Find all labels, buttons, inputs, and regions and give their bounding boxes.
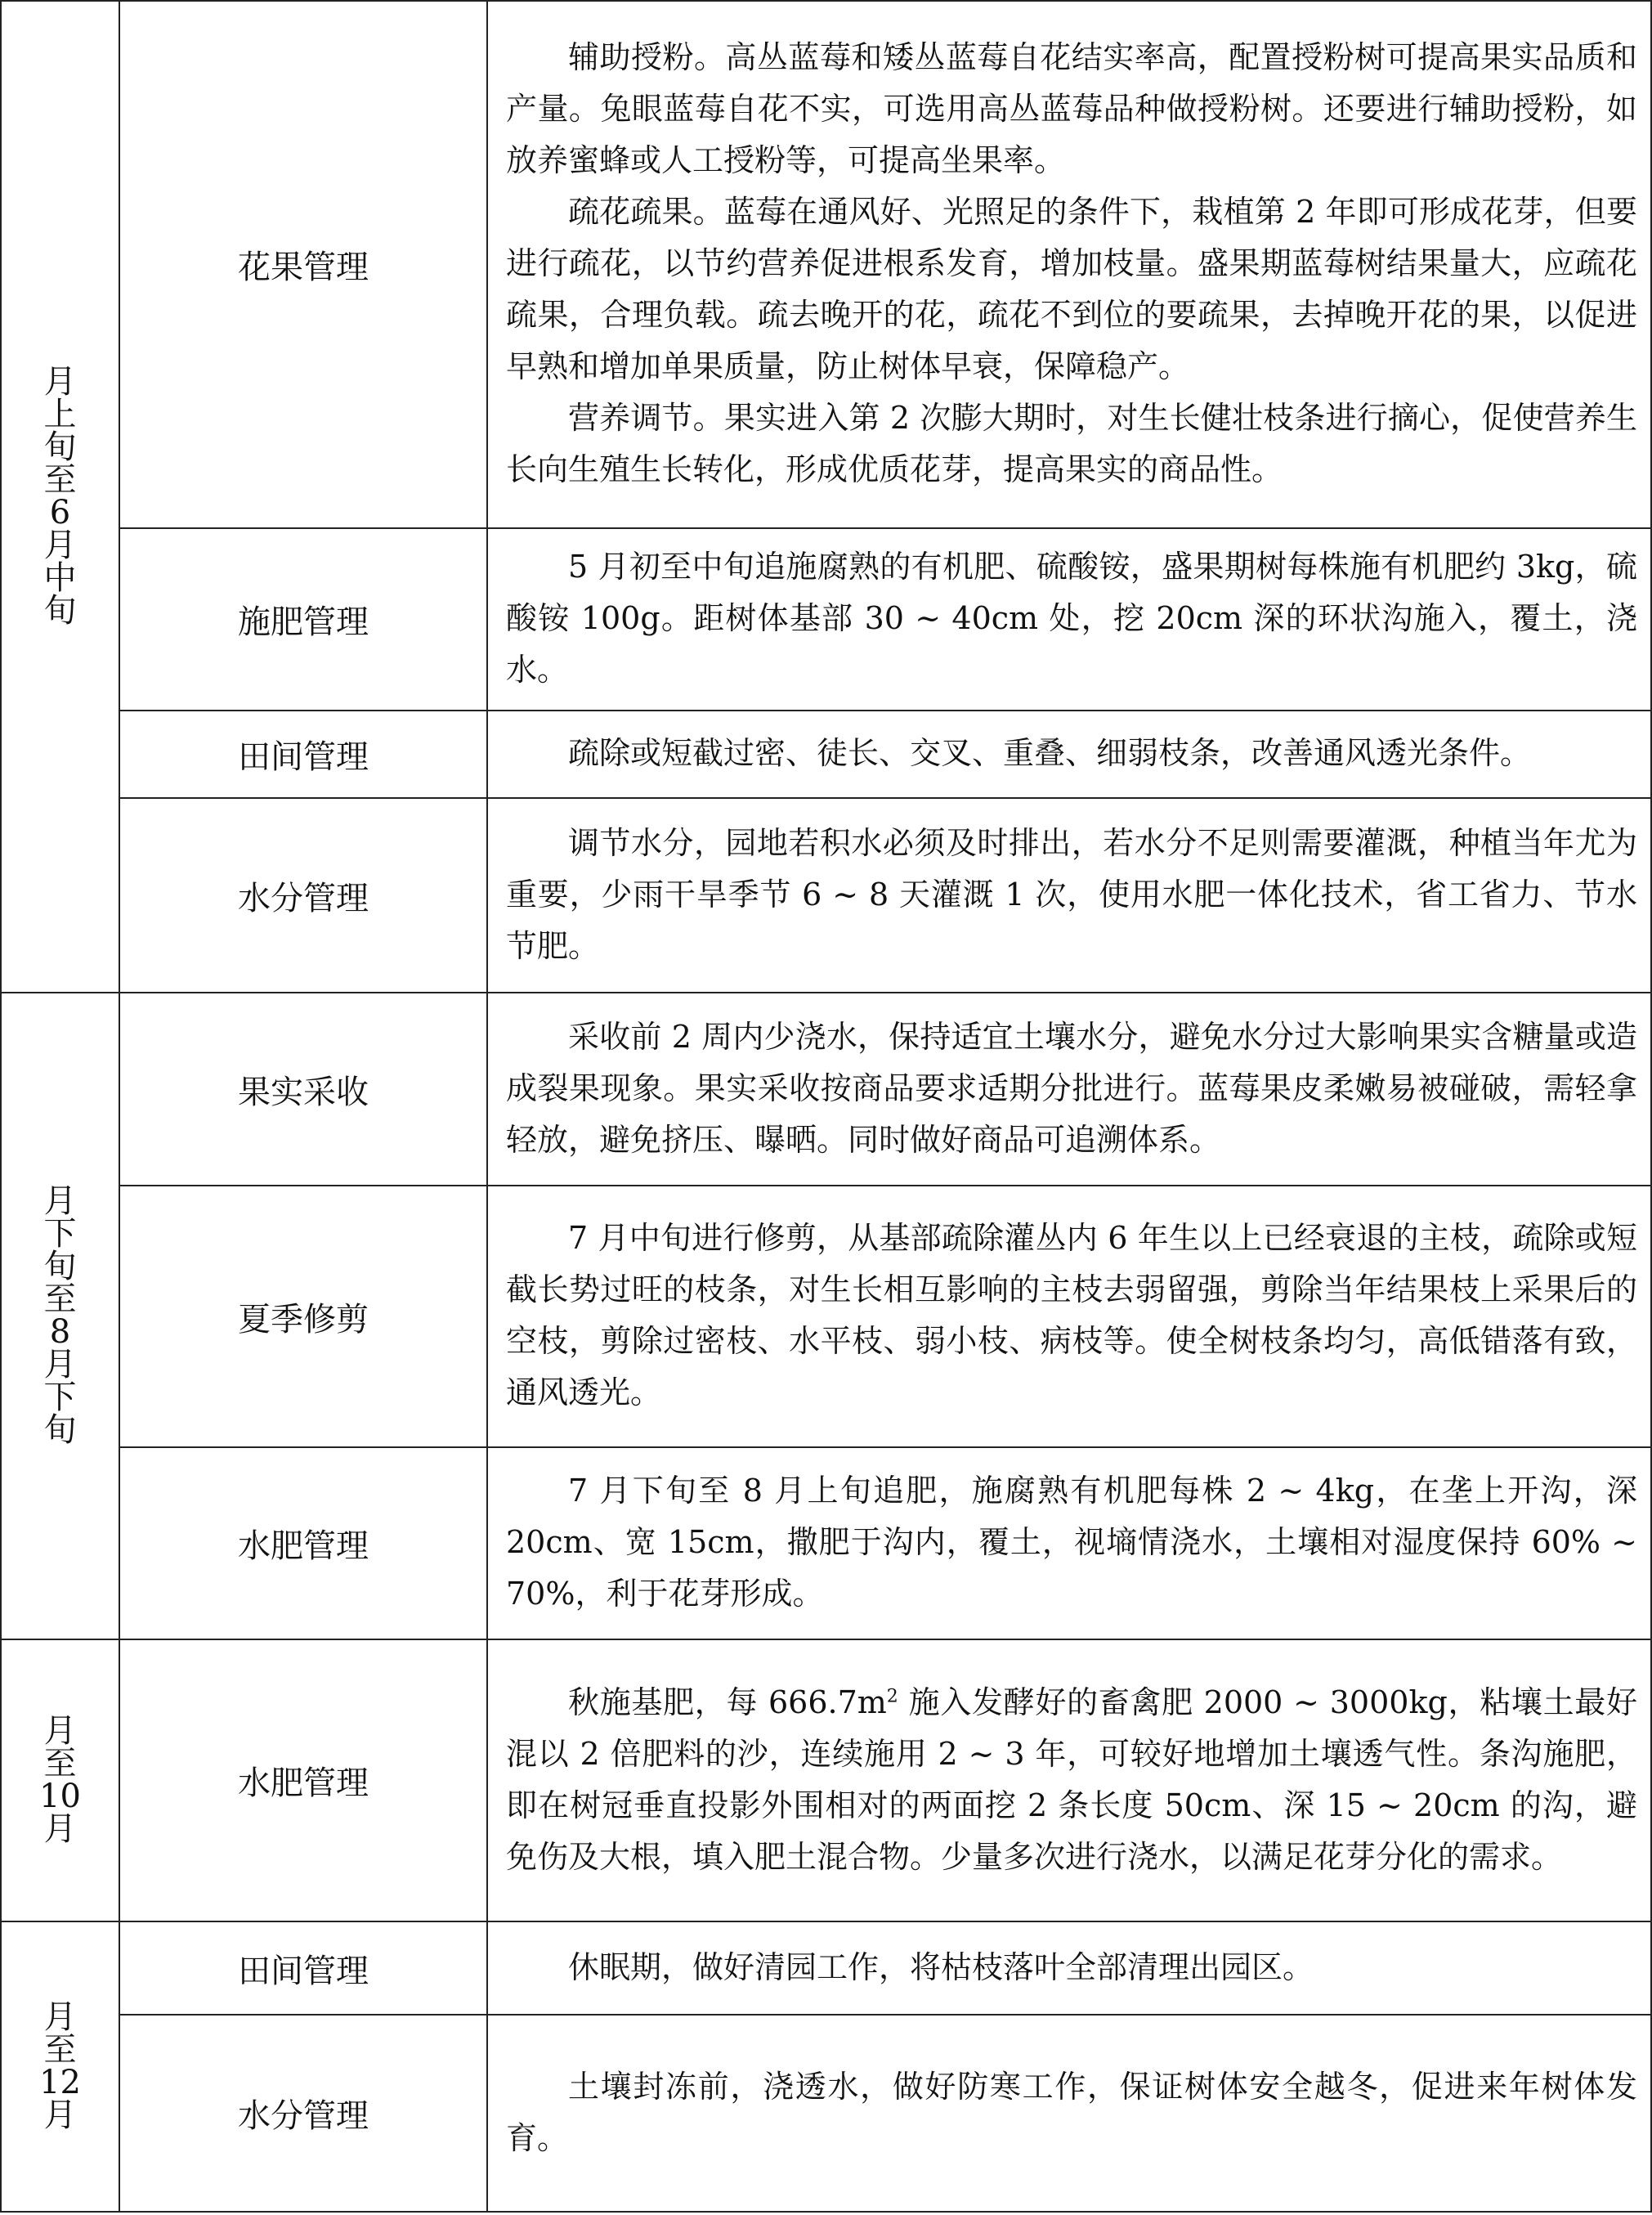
content-cell bbox=[487, 993, 1651, 1186]
table-row bbox=[1, 1447, 1651, 1639]
period-cell bbox=[1, 1639, 119, 1921]
content-paragraph: 7 月下旬至 8 月上旬追肥，施腐熟有机肥每株 2 ~ 4kg，在垄上开沟，深 20cm、宽 15cm，撒肥于沟内，覆土，视墒情浇水，土壤相对湿度保持 60% ~ 70%，利于花芽形成。 bbox=[506, 1473, 1637, 1612]
task-cell: 水肥管理 bbox=[119, 1447, 487, 1639]
period-cell bbox=[1, 1, 119, 993]
content-text: 施入发酵好的畜禽肥 2000 ~ 3000kg，粘壤土最好混以 2 倍肥料的沙，连续施用 2 ~ 3 年，可较好地增加土壤透气性。条沟施肥，即在树冠垂直投影外围相对的两面挖 2 条长度 50cm、深 15 ~ 20cm 的沟，避免伤及大根，填入肥土混合物。少量多次进行浇水，以满足花芽分化的需求。 bbox=[506, 1684, 1637, 1875]
table-row bbox=[1, 2015, 1651, 2212]
content-cell bbox=[487, 1447, 1651, 1639]
period-label: 月上旬至6月中旬 bbox=[43, 362, 77, 630]
content-cell bbox=[487, 1, 1651, 528]
content-paragraph: 7 月中旬进行修剪，从基部疏除灌丛内 6 年生以上已经衰退的主枝，疏除或短截长势过旺的枝条，对生长相互影响的主枝去弱留强，剪除当年结果枝上采果后的空枝，剪除过密枝、水平枝、弱小枝、病枝等。使全树枝条均匀，高低错落有致，通风透光。 bbox=[506, 1220, 1637, 1410]
task-cell: 水分管理 bbox=[119, 2015, 487, 2212]
table-row bbox=[1, 1639, 1651, 1921]
content-cell bbox=[487, 2015, 1651, 2212]
content-cell bbox=[487, 798, 1651, 993]
table-row bbox=[1, 1, 1651, 528]
task-cell: 水分管理 bbox=[119, 798, 487, 993]
superscript: 2 bbox=[886, 1685, 898, 1706]
content-cell bbox=[487, 528, 1651, 711]
task-cell: 水肥管理 bbox=[119, 1639, 487, 1921]
task-cell: 施肥管理 bbox=[119, 528, 487, 711]
task-cell: 田间管理 bbox=[119, 711, 487, 798]
task-cell: 田间管理 bbox=[119, 1921, 487, 2015]
content-paragraph: 辅助授粉。高丛蓝莓和矮丛蓝莓自花结实率高，配置授粉树可提高果实品质和产量。兔眼蓝莓自花不实，可选用高丛蓝莓品种做授粉树。还要进行辅助授粉，如放养蜜蜂或人工授粉等，可提高坐果率。 bbox=[506, 39, 1637, 178]
content-paragraph: 营养调节。果实进入第 2 次膨大期时，对生长健壮枝条进行摘心，促使营养生长向生殖生长转化，形成优质花芽，提高果实的商品性。 bbox=[506, 400, 1637, 487]
content-paragraph: 采收前 2 周内少浇水，保持适宜土壤水分，避免水分过大影响果实含糖量或造成裂果现象。果实采收按商品要求适期分批进行。蓝莓果皮柔嫩易被碰破，需轻拿轻放，避免挤压、曝晒。同时做好商品可追溯体系。 bbox=[506, 1018, 1637, 1158]
content-cell bbox=[487, 711, 1651, 798]
task-cell: 夏季修剪 bbox=[119, 1186, 487, 1447]
table-row bbox=[1, 711, 1651, 798]
content-paragraph: 土壤封冻前，浇透水，做好防寒工作，保证树体安全越冬，促进来年树体发育。 bbox=[506, 2068, 1637, 2156]
content-cell bbox=[487, 1186, 1651, 1447]
period-label: 月至12月 bbox=[39, 1998, 81, 2134]
task-cell: 果实采收 bbox=[119, 993, 487, 1186]
period-cell bbox=[1, 1921, 119, 2212]
task-cell: 花果管理 bbox=[119, 1, 487, 528]
content-paragraph: 休眠期，做好清园工作，将枯枝落叶全部清理出园区。 bbox=[568, 1948, 1314, 1985]
table-row bbox=[1, 1921, 1651, 2015]
table-row bbox=[1, 528, 1651, 711]
table-row bbox=[1, 798, 1651, 993]
content-paragraph bbox=[506, 1677, 1637, 1883]
period-label: 月下旬至8月下旬 bbox=[43, 1181, 77, 1449]
content-cell bbox=[487, 1921, 1651, 2015]
period-label: 月至10月 bbox=[39, 1711, 81, 1848]
content-text: 秋施基肥，每 666.7m bbox=[568, 1684, 887, 1720]
table-row bbox=[1, 993, 1651, 1186]
table-row bbox=[1, 1186, 1651, 1447]
content-paragraph: 5 月初至中旬追施腐熟的有机肥、硫酸铵，盛果期树每株施有机肥约 3kg，硫酸铵 100g。距树体基部 30 ~ 40cm 处，挖 20cm 深的环状沟施入，覆土，浇水。 bbox=[506, 549, 1637, 688]
period-cell bbox=[1, 993, 119, 1639]
content-paragraph: 疏除或短截过密、徒长、交叉、重叠、细弱枝条，改善通风透光条件。 bbox=[568, 735, 1532, 771]
content-paragraph: 调节水分，园地若积水必须及时排出，若水分不足则需要灌溉，种植当年尤为重要，少雨干旱季节 6 ~ 8 天灌溉 1 次，使用水肥一体化技术，省工省力、节水节肥。 bbox=[506, 824, 1637, 964]
content-paragraph: 疏花疏果。蓝莓在通风好、光照足的条件下，栽植第 2 年即可形成花芽，但要进行疏花，以节约营养促进根系发育，增加枝量。盛果期蓝莓树结果量大，应疏花疏果，合理负载。疏去晚开的花，疏花不到位的要疏果，去掉晚开花的果，以促进早熟和增加单果质量，防止树体早衰，保障稳产。 bbox=[506, 194, 1637, 384]
content-cell bbox=[487, 1639, 1651, 1921]
